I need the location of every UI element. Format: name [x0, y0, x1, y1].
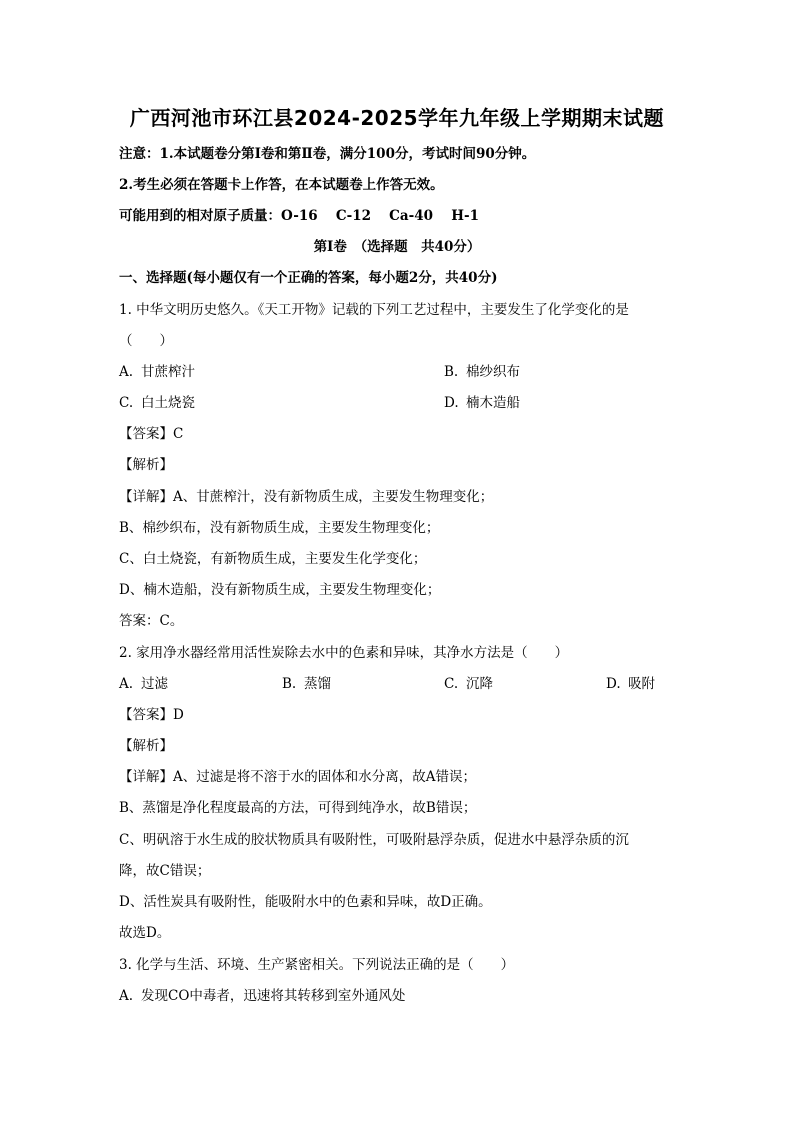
q1-option-c	[119, 393, 195, 413]
section-heading: 第Ⅰ卷 （选择题 共40分）	[313, 239, 481, 255]
q2-detail-3: C、明矾溶于水生成的胶状物质具有吸附性，可吸附悬浮杂质，促进水中悬浮杂质的沉	[119, 832, 629, 848]
option-label: C.	[119, 395, 134, 411]
note-1: 注意：1.本试题卷分第Ⅰ卷和第Ⅱ卷，满分100分，考试时间90分钟。	[119, 146, 536, 162]
q2-option-d	[606, 674, 655, 694]
option-label: D.	[444, 395, 459, 411]
q1-detail-3: C、白土烧瓷，有新物质生成，主要发生化学变化；	[119, 551, 427, 567]
option-label: A.	[119, 364, 134, 380]
q1-answer: 【答案】C	[119, 426, 184, 442]
note-2: 2.考生必须在答题卡上作答，在本试题卷上作答无效。	[119, 177, 444, 193]
q1-detail-2: B、棉纱织布，没有新物质生成，主要发生物理变化；	[119, 520, 440, 536]
q2-detail-2: B、蒸馏是净化程度最高的方法，可得到纯净水，故B错误；	[119, 800, 477, 816]
option-text: 过滤	[141, 676, 168, 692]
q2-option-b	[282, 674, 331, 694]
option-label: D.	[606, 676, 621, 692]
q2-detail-6: 故选D。	[119, 925, 171, 941]
q1-stem-line2: （ ）	[119, 333, 173, 349]
q3-stem: 3. 化学与生活、环境、生产紧密相关。下列说法正确的是（ ）	[119, 957, 515, 973]
q1-detail-4: D、楠木造船，没有新物质生成，主要发生物理变化；	[119, 582, 441, 598]
option-text: 吸附	[628, 676, 655, 692]
q1-option-d	[444, 393, 520, 413]
q1-option-b	[444, 362, 520, 382]
q2-option-a	[119, 674, 168, 694]
part-heading: 一、选择题(每小题仅有一个正确的答案，每小题2分，共40分)	[119, 270, 498, 286]
q3-option-a	[119, 986, 405, 1006]
note-3: 可能用到的相对原子质量：O-16 C-12 Ca-40 H-1	[119, 208, 480, 224]
q2-stem: 2. 家用净水器经常用活性炭除去水中的色素和异味，其净水方法是（ ）	[119, 645, 569, 661]
q2-detail-1: 【详解】A、过滤是将不溶于水的固体和水分离，故A错误；	[119, 769, 476, 785]
q2-analysis: 【解析】	[119, 738, 173, 754]
q1-stem-line1: 1. 中华文明历史悠久。《天工开物》记载的下列工艺过程中，主要发生了化学变化的是	[119, 302, 629, 318]
q1-analysis: 【解析】	[119, 457, 173, 473]
q1-option-a	[119, 362, 195, 382]
option-label: B.	[444, 364, 459, 380]
option-text: 白土烧瓷	[141, 395, 195, 411]
q2-detail-4: 降，故C错误；	[119, 863, 211, 879]
option-label: C.	[444, 676, 459, 692]
option-text: 楠木造船	[466, 395, 520, 411]
option-text: 蒸馏	[304, 676, 331, 692]
option-label: B.	[282, 676, 297, 692]
option-label: A.	[119, 988, 134, 1004]
q1-detail-5: 答案：C。	[119, 613, 184, 629]
q2-answer: 【答案】D	[119, 707, 184, 723]
page-title: 广西河池市环江县2024-2025学年九年级上学期期末试题	[129, 106, 665, 130]
option-text: 甘蔗榨汁	[141, 364, 195, 380]
option-text: 棉纱织布	[466, 364, 520, 380]
q2-detail-5: D、活性炭具有吸附性，能吸附水中的色素和异味，故D正确。	[119, 894, 492, 910]
q1-detail-1: 【详解】A、甘蔗榨汁，没有新物质生成，主要发生物理变化；	[119, 489, 494, 505]
option-label: A.	[119, 676, 134, 692]
option-text: 沉降	[466, 676, 493, 692]
q2-option-c	[444, 674, 493, 694]
option-text: 发现CO中毒者，迅速将其转移到室外通风处	[141, 988, 406, 1004]
